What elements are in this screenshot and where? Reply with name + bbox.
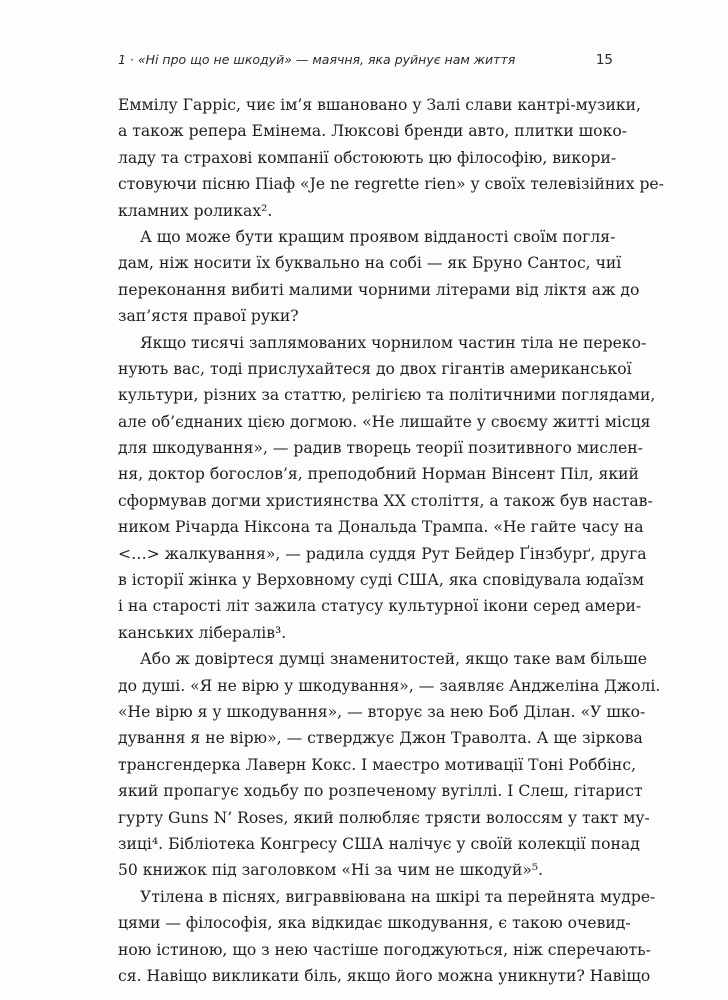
text-line: А що може бути кращим проявом відданості своїм погля- (140, 227, 616, 246)
running-head (118, 52, 613, 68)
text-line: переконання вибиті малими чорними літерами від ліктя аж до (118, 280, 640, 299)
text-line: культури, різних за статтю, релігією та політичними поглядами, (118, 386, 656, 405)
text-line: зап’ястя правої руки? (118, 307, 299, 326)
text-line: гурту Guns N’ Roses, який полюбляє трясти волоссям у такт му- (118, 808, 650, 827)
text-line: в історії жінка у Верховному суді США, яка сповідувала юдаїзм (118, 571, 645, 590)
text-line: Якщо тисячі заплямованих чорнилом частин тіла не переко- (140, 333, 647, 352)
text-line: який пропагує ходьбу по розпеченому вугіллі. І Слеш, гітарист (118, 782, 643, 801)
text-line: до душі. «Я не вірю у шкодування», — заявляє Анджеліна Джолі. (118, 676, 661, 695)
text-line: зиці⁴. Бібліотека Конгресу США налічує у своїй колекції понад (118, 834, 640, 853)
text-line: цями — філософія, яка відкидає шкодування, є такою очевид- (118, 914, 631, 933)
text-line: Утілена в піснях, виграввіювана на шкірі та перейнята мудре- (140, 887, 656, 906)
paragraph (118, 330, 656, 647)
paragraph (118, 92, 664, 224)
text-line: нують вас, тоді прислухайтеся до двох гігантів американської (118, 359, 632, 378)
text-line: стовуючи пісню Піаф «Je ne regrette rien» у своїх телевізійних ре- (118, 175, 664, 194)
paragraph (118, 884, 656, 990)
paragraph (118, 646, 661, 884)
text-line: канських лібералів³. (118, 623, 287, 642)
text-line: ся. Навіщо викликати біль, якщо його можна уникнути? Навіщо (118, 966, 651, 985)
text-line: для шкодування», — радив творець теорії позитивного мислен- (118, 439, 643, 458)
text-line: і на старості літ зажила статусу культурної ікони серед амери- (118, 597, 642, 616)
text-line: ладу та страхові компанії обстоюють цю філософію, викори- (118, 148, 617, 167)
text-line: «Не вірю я у шкодування», — вторує за нею Боб Ділан. «У шко- (118, 702, 646, 721)
text-line: ня, доктор богослов’я, преподобний Норман Вінсент Піл, який (118, 465, 639, 484)
page-number: 15 (595, 52, 613, 68)
text-line: Еммілу Гарріс, чиє ім’я вшановано у Залі слави кантрі-музики, (118, 96, 641, 114)
text-line: <…> жалкування», — радила суддя Рут Бейдер Ґінзбурґ, друга (118, 544, 647, 563)
text-line: дування я не вірю», — стверджує Джон Траволта. А ще зіркова (118, 729, 643, 748)
text-line: сформував догми християнства XX століття, а також був настав- (118, 491, 653, 510)
text-line: Або ж довіртеся думці знаменитостей, якщо таке вам більше (140, 650, 648, 669)
paragraph (118, 224, 640, 330)
text-line: ником Річарда Ніксона та Дональда Трампа. «Не гайте часу на (118, 518, 644, 537)
text-line: кламних роликах². (118, 201, 273, 220)
text-line: 50 книжок під заголовком «Ні за чим не шкодуй»⁵. (118, 861, 544, 880)
body-text (118, 92, 664, 989)
text-line: дам, ніж носити їх буквально на собі — як Бруно Сантос, чиї (118, 254, 622, 273)
text-line: ною істиною, що з нею частіше погоджуються, ніж сперечають- (118, 940, 651, 959)
text-line: але об’єднаних цією догмою. «Не лишайте у своєму житті місця (118, 412, 651, 431)
chapter-title: 1 · «Ні про що не шкодуй» — маячня, яка руйнує нам життя (118, 52, 516, 67)
text-line: а також репера Емінема. Люксові бренди авто, плитки шоко- (118, 122, 627, 141)
text-line: трансгендерка Лаверн Кокс. І маестро мотивації Тоні Роббінс, (118, 755, 637, 774)
